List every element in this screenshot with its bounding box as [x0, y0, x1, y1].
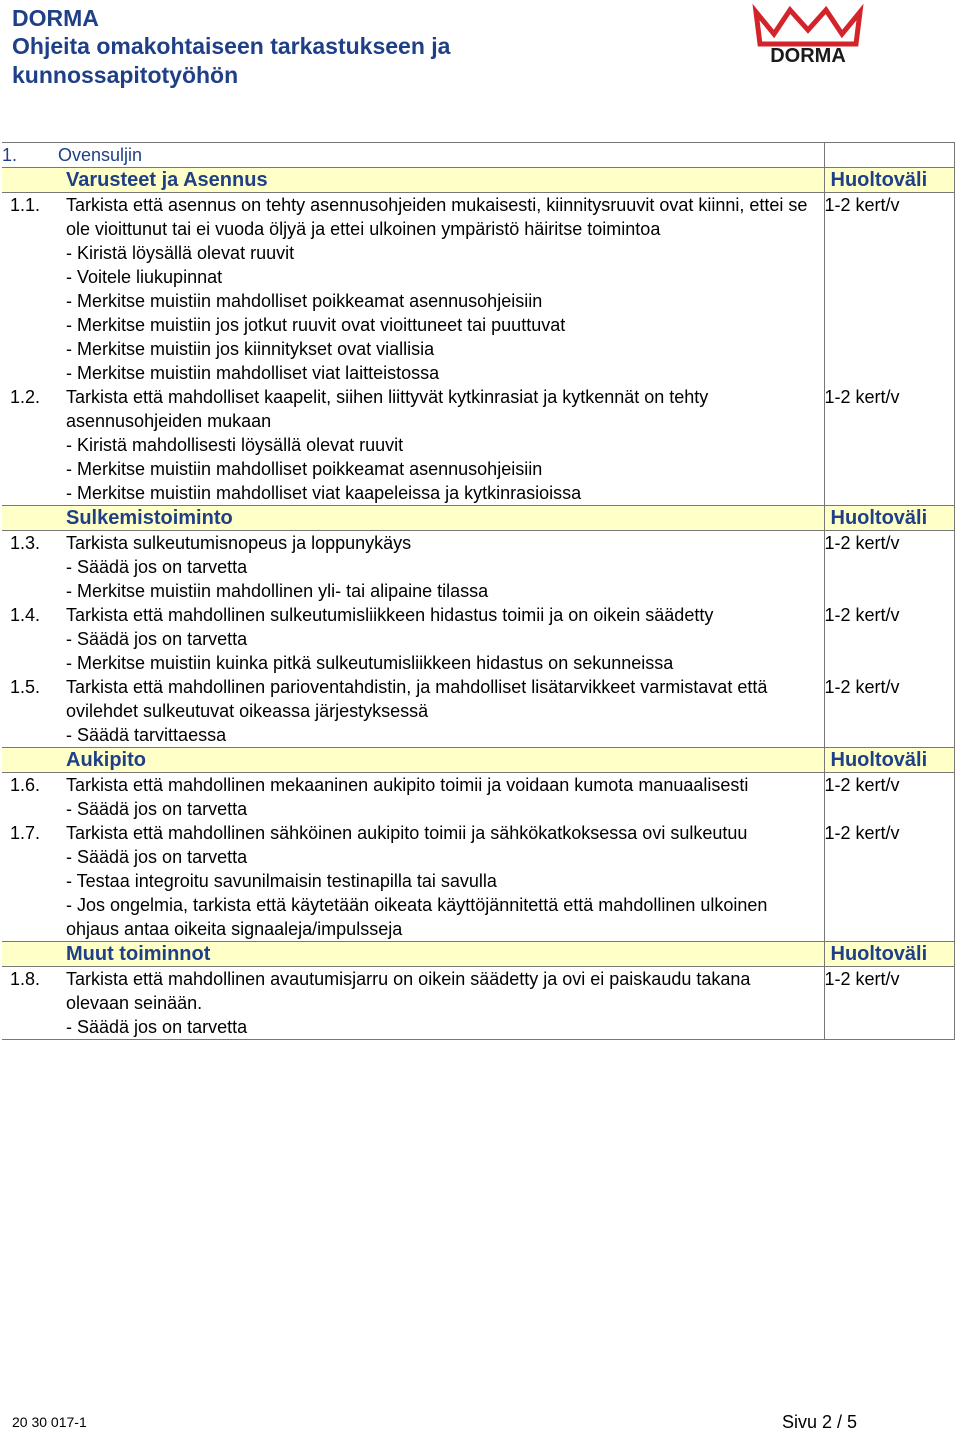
task-row — [2, 821, 954, 942]
document-title-line1: Ohjeita omakohtaiseen tarkastukseen ja — [12, 33, 451, 59]
task-step: - Säädä jos on tarvetta — [66, 1017, 248, 1037]
task-description: Tarkista sulkeutumisnopeus ja loppunykäys — [66, 533, 412, 553]
task-row — [2, 193, 954, 386]
task-text — [66, 675, 824, 747]
task-number: 1.8. — [10, 969, 41, 989]
page-number: Sivu 2 / 5 — [782, 1412, 858, 1432]
task-step: - Säädä jos on tarvetta — [66, 557, 248, 577]
task-text — [66, 773, 824, 821]
task-row — [2, 385, 954, 506]
logo-text: DORMA — [770, 45, 846, 66]
task-description: Tarkista että mahdollinen sähköinen aukipito toimii ja sähkökatkoksessa ovi sulkeutuu — [66, 823, 748, 843]
task-description: Tarkista että mahdollinen parioventahdistin, ja mahdolliset lisätarvikkeet varmistavat että ovilehdet sulkeutuvat oikeassa järjestyksessä — [66, 677, 768, 721]
frequency-header: Huoltoväli — [824, 748, 954, 773]
document-header — [12, 4, 572, 90]
task-number: 1.5. — [10, 677, 41, 697]
task-number: 1.1. — [10, 195, 41, 215]
task-step: - Merkitse muistiin jos jotkut ruuvit ovat vioittuneet tai puuttuvat — [66, 315, 566, 335]
task-step: - Merkitse muistiin mahdollinen yli- tai alipaine tilassa — [66, 581, 489, 601]
task-step: - Merkitse muistiin mahdolliset viat laitteistossa — [66, 363, 440, 383]
document-title-line2: kunnossapitotyöhön — [12, 62, 239, 88]
task-step: - Kiristä mahdollisesti löysällä olevat ruuvit — [66, 435, 404, 455]
task-frequency: 1-2 kert/v — [824, 193, 954, 386]
task-step: - Jos ongelmia, tarkista että käytetään oikeata käyttöjännitettä että mahdollinen ulkoinen ohjaus antaa oikeita signaaleja/impulsseja — [66, 895, 768, 939]
group-header-row — [2, 748, 954, 773]
task-step: - Säädä jos on tarvetta — [66, 629, 248, 649]
task-text — [66, 603, 824, 675]
group-label: Sulkemistoiminto — [2, 506, 824, 531]
task-text — [66, 531, 824, 603]
task-row — [2, 773, 954, 822]
task-frequency: 1-2 kert/v — [824, 385, 954, 506]
company-name: DORMA — [12, 5, 99, 31]
task-frequency: 1-2 kert/v — [824, 531, 954, 604]
task-step: - Merkitse muistiin kuinka pitkä sulkeutumisliikkeen hidastus on sekunneissa — [66, 653, 674, 673]
group-label: Varusteet ja Asennus — [2, 168, 824, 193]
dorma-crown-logo — [752, 4, 864, 66]
task-row — [2, 967, 954, 1040]
task-row — [2, 675, 954, 748]
group-header-row — [2, 168, 954, 193]
task-row — [2, 603, 954, 675]
task-step: - Säädä jos on tarvetta — [66, 847, 248, 867]
task-description: Tarkista että mahdollinen mekaaninen aukipito toimii ja voidaan kumota manuaalisesti — [66, 775, 749, 795]
frequency-header: Huoltoväli — [824, 942, 954, 967]
task-description: Tarkista että asennus on tehty asennusohjeiden mukaisesti, kiinnitysruuvit ovat kiinni, ettei se ole vioittunut tai ei vuoda öljyä ja ettei ulkoinen ympäristö häiritse toimintoa — [66, 195, 808, 239]
task-step: - Merkitse muistiin mahdolliset viat kaapeleissa ja kytkinrasioissa — [66, 483, 582, 503]
task-frequency: 1-2 kert/v — [824, 675, 954, 748]
task-step: - Voitele liukupinnat — [66, 267, 223, 287]
section-heading-row — [2, 143, 954, 168]
task-text — [66, 821, 824, 941]
group-header-row — [2, 942, 954, 967]
task-step: - Merkitse muistiin mahdolliset poikkeamat asennusohjeisiin — [66, 291, 543, 311]
task-number: 1.4. — [10, 605, 41, 625]
task-text — [66, 967, 824, 1039]
task-text — [66, 193, 824, 385]
task-number: 1.3. — [10, 533, 41, 553]
group-label: Aukipito — [2, 748, 824, 773]
group-label: Muut toiminnot — [2, 942, 824, 967]
section-number: 1. — [2, 145, 18, 165]
task-description: Tarkista että mahdollinen sulkeutumisliikkeen hidastus toimii ja on oikein säädetty — [66, 605, 714, 625]
task-description: Tarkista että mahdolliset kaapelit, siihen liittyvät kytkinrasiat ja kytkennät on tehty asennusohjeiden mukaan — [66, 387, 709, 431]
task-description: Tarkista että mahdollinen avautumisjarru on oikein säädetty ja ovi ei paiskaudu takana olevaan seinään. — [66, 969, 751, 1013]
task-frequency: 1-2 kert/v — [824, 603, 954, 675]
task-frequency: 1-2 kert/v — [824, 967, 954, 1040]
task-frequency: 1-2 kert/v — [824, 821, 954, 942]
task-row — [2, 531, 954, 604]
group-header-row — [2, 506, 954, 531]
document-number: 20 30 017-1 — [12, 1414, 87, 1430]
task-number: 1.2. — [10, 387, 41, 407]
task-step: - Säädä tarvittaessa — [66, 725, 227, 745]
task-step: - Säädä jos on tarvetta — [66, 799, 248, 819]
frequency-header: Huoltoväli — [824, 506, 954, 531]
task-number: 1.7. — [10, 823, 41, 843]
section-title: Ovensuljin — [58, 145, 143, 165]
task-step: - Merkitse muistiin jos kiinnitykset ovat viallisia — [66, 339, 435, 359]
task-step: - Kiristä löysällä olevat ruuvit — [66, 243, 295, 263]
task-step: - Merkitse muistiin mahdolliset poikkeamat asennusohjeisiin — [66, 459, 543, 479]
frequency-header: Huoltoväli — [824, 168, 954, 193]
task-step: - Testaa integroitu savunilmaisin testinapilla tai savulla — [66, 871, 497, 891]
task-text — [66, 385, 824, 505]
maintenance-table — [2, 142, 955, 1040]
task-number: 1.6. — [10, 775, 41, 795]
task-frequency: 1-2 kert/v — [824, 773, 954, 822]
